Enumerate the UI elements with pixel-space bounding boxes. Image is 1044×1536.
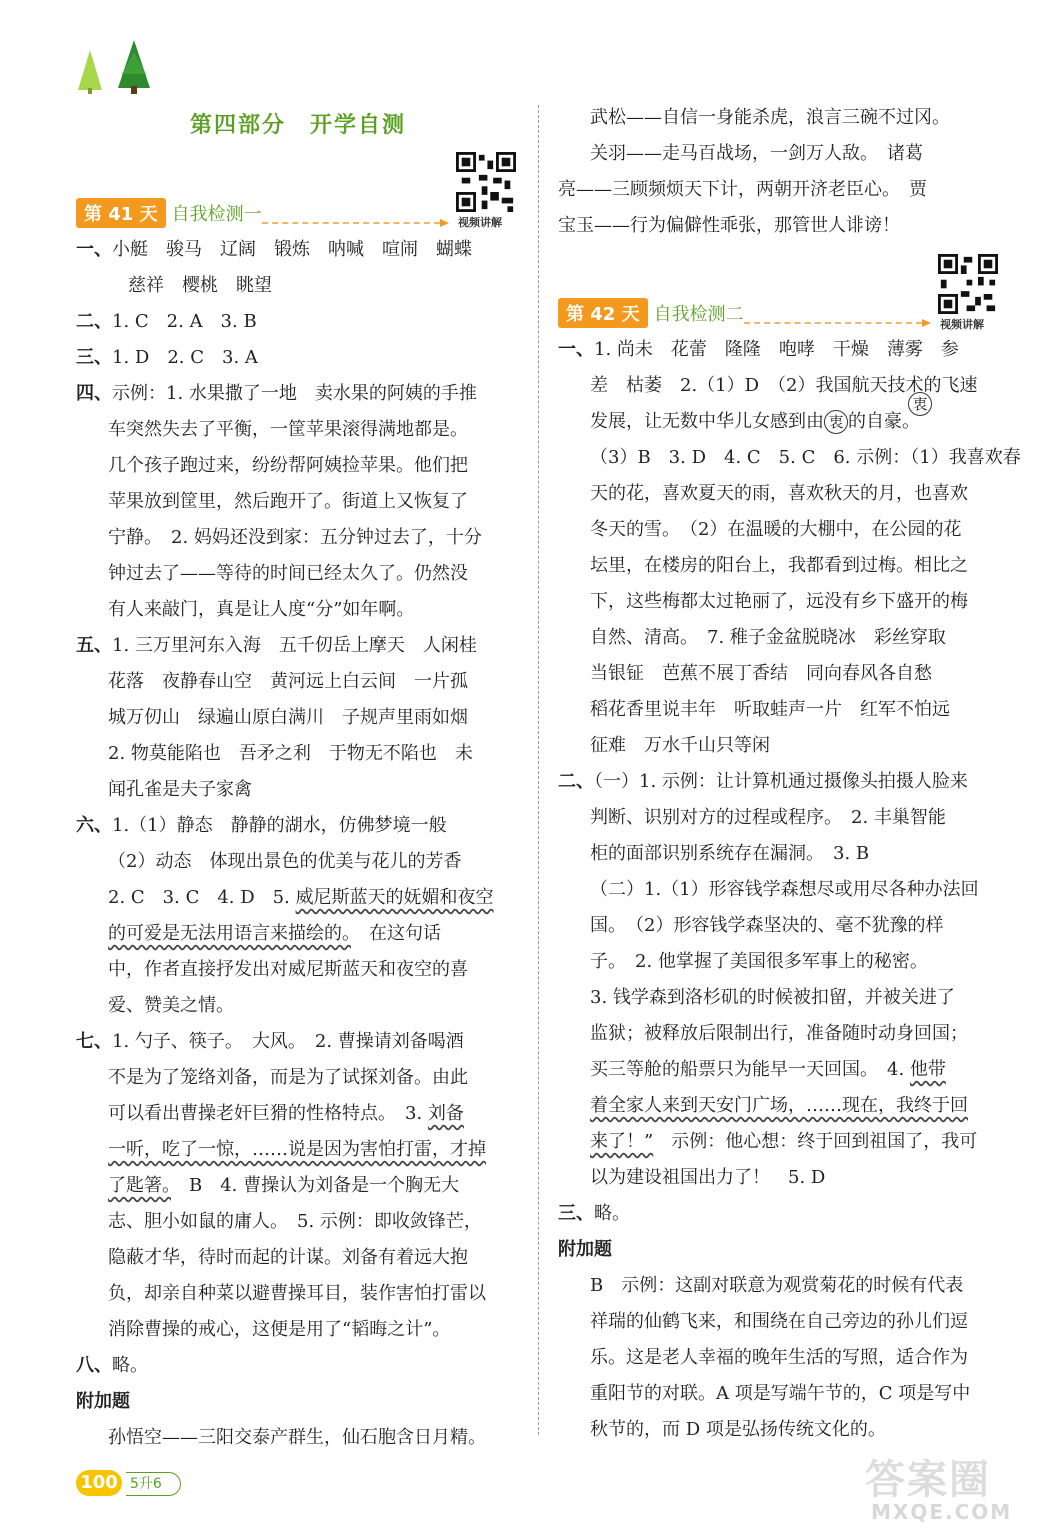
answer-text: 1. D 2. C 3. A bbox=[112, 347, 258, 368]
answer-text: 略。 bbox=[594, 1203, 630, 1224]
answer-text: 武松——自信一身能杀虎，浪言三碗不过冈。 bbox=[590, 107, 950, 128]
answer-text: 差 枯萎 2.（1）D （2）我国航天技术的飞速 bbox=[590, 375, 978, 396]
answer-text: 负，却亲自种菜以避曹操耳目，装作害怕打雷以 bbox=[108, 1283, 486, 1304]
day41-subtitle: 自我检测一 bbox=[171, 204, 262, 225]
answer-text: 柜的面部识别系统存在漏洞。 3. B bbox=[590, 843, 870, 864]
banner-line bbox=[744, 322, 922, 324]
answer-text: 子。 2. 他掌握了美国很多军事上的秘密。 bbox=[590, 951, 928, 972]
section-head: 二、 bbox=[558, 771, 594, 792]
answer-text: （3）B 3. D 4. C 5. C 6. 示例：（1）我喜欢春 bbox=[590, 447, 1021, 468]
answer-text: 隐蔽才华，待时而起的计谋。刘备有着远大抱 bbox=[108, 1247, 468, 1268]
circled-character: 衷 bbox=[824, 410, 848, 434]
answer-text: （二）1.（1）形容钱学森想尽或用尽各种办法回 bbox=[590, 879, 979, 900]
section-head: 八、 bbox=[76, 1355, 112, 1376]
qr-caption: 视频讲解 bbox=[458, 216, 502, 229]
wavy-underlined-text: 一听，吃了一惊，……说是因为害怕打雷，才掉 bbox=[108, 1139, 486, 1160]
answer-text: 宝玉——行为偏僻性乖张，那管世人诽谤！ bbox=[558, 215, 900, 236]
answer-text: B 示例：这副对联意为观赏菊花的时候有代表 bbox=[590, 1275, 964, 1296]
answer-text: 志、胆小如鼠的庸人。 5. 示例：即收敛锋芒， bbox=[108, 1211, 482, 1232]
answer-text: （一）1. 示例：让计算机通过摄像头拍摄人脸来 bbox=[594, 771, 968, 792]
extra-heading: 附加题 bbox=[558, 1239, 612, 1260]
section-head: 七、 bbox=[76, 1031, 112, 1052]
section-head: 三、 bbox=[76, 347, 112, 368]
answer-text: 关羽——走马百战场，一剑万人敌。 诸葛 bbox=[590, 143, 923, 164]
answer-text: 自然、清高。 7. 稚子金盆脱晓冰 彩丝穿取 bbox=[590, 627, 946, 648]
day41-banner bbox=[76, 196, 262, 230]
section-head: 五、 bbox=[76, 635, 112, 656]
arrow-icon bbox=[922, 319, 931, 327]
left-column bbox=[76, 232, 516, 1456]
answer-text: 下，这些梅都太过艳丽了，远没有乡下盛开的梅 bbox=[590, 591, 968, 612]
answer-text: 钟过去了——等待的时间已经太久了。仍然没 bbox=[108, 563, 468, 584]
watermark-url: MXQE.COM bbox=[871, 1500, 1013, 1524]
section-head: 一、 bbox=[76, 239, 112, 260]
answer-text: 可以看出曹操老奸巨猾的性格特点。 3. bbox=[108, 1103, 428, 1124]
answer-text: 国。 （2）形容钱学森坚决的、毫不犹豫的样 bbox=[590, 915, 944, 936]
answer-text: 天的花，喜欢夏天的雨，喜欢秋天的月，也喜欢 bbox=[590, 483, 968, 504]
wavy-underlined-text: 着全家人来到天安门广场，……现在，我终于回 bbox=[590, 1095, 968, 1116]
qr-code-icon[interactable] bbox=[456, 152, 516, 212]
answer-text: 判断、识别对方的过程或程序。 2. 丰巢智能 bbox=[590, 807, 946, 828]
answer-text: 几个孩子跑过来，纷纷帮阿姨捡苹果。他们把 bbox=[108, 455, 468, 476]
answer-text: 2. C 3. C 4. D 5. bbox=[108, 887, 296, 908]
answer-text: 买三等舱的船票只为能早一天回国。 4. bbox=[590, 1059, 910, 1080]
answer-text: 车突然失去了平衡，一筐苹果滚得满地都是。 bbox=[108, 419, 468, 440]
answer-text: 秋节的，而 D 项是弘扬传统文化的。 bbox=[590, 1419, 886, 1440]
day42-subtitle: 自我检测二 bbox=[653, 304, 744, 325]
answer-text: 宁静。 2. 妈妈还没到家：五分钟过去了，十分 bbox=[108, 527, 482, 548]
answer-text: 1. C 2. A 3. B bbox=[112, 311, 257, 332]
wavy-underlined-text: 威尼斯蓝天的妩媚和夜空 bbox=[295, 887, 494, 908]
answer-text: 2. 物莫能陷也 吾矛之利 于物无不陷也 未 bbox=[108, 743, 473, 764]
section-head: 六、 bbox=[76, 815, 112, 836]
part-title: 第四部分 开学自测 bbox=[190, 113, 407, 138]
answer-text: 苹果放到筐里，然后跑开了。街道上又恢复了 bbox=[108, 491, 468, 512]
wavy-underlined-text: 的可爱是无法用语言来描绘的。 bbox=[108, 923, 351, 944]
answer-text: 祥瑞的仙鹤飞来，和围绕在自己旁边的孙儿们逗 bbox=[590, 1311, 968, 1332]
answer-text: 示例：他心想：终于回到祖国了，我可 bbox=[653, 1131, 978, 1152]
answer-text: 征难 万水千山只等闲 bbox=[590, 735, 770, 756]
watermark bbox=[865, 1448, 1030, 1528]
extra-heading: 附加题 bbox=[76, 1391, 130, 1412]
answer-text: 不是为了笼络刘备，而是为了试探刘备。由此 bbox=[108, 1067, 468, 1088]
answer-text: 示例：1. 水果撒了一地 卖水果的阿姨的手推 bbox=[112, 383, 477, 404]
answer-text: 当银钲 芭蕉不展丁香结 同向春风各自愁 bbox=[590, 663, 932, 684]
qr-code-icon[interactable] bbox=[938, 254, 998, 314]
answer-text: 稻花香里说丰年 听取蛙声一片 红军不怕远 bbox=[590, 699, 950, 720]
day42-tag: 第 42 天 bbox=[558, 298, 648, 328]
qr-caption: 视频讲解 bbox=[940, 318, 984, 331]
answer-text: 冬天的雪。 （2）在温暖的大棚中，在公园的花 bbox=[590, 519, 962, 540]
wavy-underlined-text: 他带 bbox=[909, 1059, 946, 1080]
answer-text: 慈祥 樱桃 眺望 bbox=[128, 275, 272, 296]
answer-text: 爱、赞美之情。 bbox=[108, 995, 234, 1016]
section-head: 二、 bbox=[76, 311, 112, 332]
wavy-underlined-text: 刘备 bbox=[427, 1103, 464, 1124]
answer-text: 略。 bbox=[112, 1355, 148, 1376]
answer-text: 城万仞山 绿遍山原白满川 子规声里雨如烟 bbox=[108, 707, 468, 728]
answer-text: 1. 三万里河东入海 五千仞岳上摩天 人闲桂 bbox=[112, 635, 477, 656]
answer-text: 1. 勺子、筷子。 大风。 2. 曹操请刘备喝酒 bbox=[112, 1031, 464, 1052]
answer-text: 小艇 骏马 辽阔 锻炼 呐喊 喧闹 蝴蝶 bbox=[112, 239, 472, 260]
answer-text: 亮——三顾频烦天下计，两朝开济老臣心。 贾 bbox=[558, 179, 927, 200]
answer-text: 坛里，在楼房的阳台上，我都看到过梅。相比之 bbox=[590, 555, 968, 576]
answer-text: 孙悟空——三阳交泰产群生，仙石胞含日月精。 bbox=[108, 1427, 486, 1448]
page-number: 100 bbox=[76, 1470, 122, 1496]
column-divider bbox=[538, 105, 539, 1435]
banner-line bbox=[262, 222, 440, 224]
circled-character: 衷 bbox=[908, 392, 932, 416]
answer-text: 以为建设祖国出力了！ 5. D bbox=[590, 1167, 826, 1188]
answer-text: 中，作者直接抒发出对威尼斯蓝天和夜空的喜 bbox=[108, 959, 468, 980]
section-head: 一、 bbox=[558, 339, 594, 360]
right-column-top bbox=[558, 100, 998, 244]
answer-text: 闻孔雀是夫子家禽 bbox=[108, 779, 252, 800]
wavy-underlined-text: 了匙箸。 bbox=[108, 1175, 171, 1196]
answer-text: 1. 尚未 花蕾 隆隆 咆哮 干燥 薄雾 参 bbox=[594, 339, 959, 360]
watermark-logo: 答案圈 bbox=[865, 1457, 991, 1503]
answer-text: （2）动态 体现出景色的优美与花儿的芳香 bbox=[108, 851, 462, 872]
answer-text: 的自豪。 bbox=[848, 411, 920, 432]
answer-text: B 4. 曹操认为刘备是一个胸无大 bbox=[171, 1175, 460, 1196]
day41-tag: 第 41 天 bbox=[76, 198, 166, 228]
answer-text: 花落 夜静春山空 黄河远上白云间 一片孤 bbox=[108, 671, 468, 692]
grade-label: 5升6 bbox=[126, 1472, 181, 1496]
answer-text: 3. 钱学森到洛杉矶的时候被扣留，并被关进了 bbox=[590, 987, 955, 1008]
answer-text: 1.（1）静态 静静的湖水，仿佛梦境一般 bbox=[112, 815, 447, 836]
answer-text: 消除曹操的戒心，这便是用了“韬晦之计”。 bbox=[108, 1319, 451, 1340]
answer-text: 乐。这是老人幸福的晚年生活的写照，适合作为 bbox=[590, 1347, 968, 1368]
answer-text: 在这句话 bbox=[351, 923, 441, 944]
day42-banner bbox=[558, 296, 744, 330]
arrow-icon bbox=[440, 219, 449, 227]
wavy-underlined-text: 来了！” bbox=[590, 1131, 654, 1152]
answer-text: 发展，让无数中华儿女感到由 bbox=[590, 411, 824, 432]
answer-text: 有人来敲门，真是让人度“分”如年啊。 bbox=[108, 599, 415, 620]
section-head: 四、 bbox=[76, 383, 112, 404]
answer-text: 监狱；被释放后限制出行，准备随时动身回国； bbox=[590, 1023, 968, 1044]
right-column bbox=[558, 332, 1021, 1448]
section-head: 三、 bbox=[558, 1203, 594, 1224]
tree-decoration-icon bbox=[72, 38, 162, 98]
answer-text: 重阳节的对联。A 项是写端午节的，C 项是写中 bbox=[590, 1383, 971, 1404]
